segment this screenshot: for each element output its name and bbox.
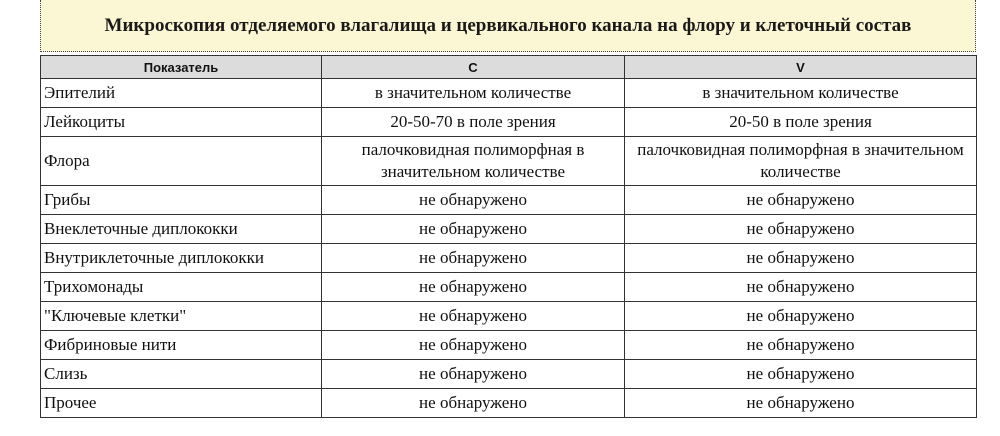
row-name: Эпителий (41, 79, 322, 108)
row-name: Грибы (41, 186, 322, 215)
row-name: Трихомонады (41, 273, 322, 302)
results-table (40, 55, 977, 418)
header-row (41, 56, 977, 79)
cell-c: 20-50-70 в поле зрения (322, 108, 625, 137)
table-row (41, 244, 977, 273)
cell-v: не обнаружено (625, 273, 977, 302)
cell-v: палочковидная полиморфная в значительном количестве (625, 137, 977, 186)
row-name: "Ключевые клетки" (41, 302, 322, 331)
table-title: Микроскопия отделяемого влагалища и цервикального канала на флору и клеточный состав (40, 0, 976, 52)
row-name: Внеклеточные диплококки (41, 215, 322, 244)
table-row (41, 389, 977, 418)
cell-c: палочковидная полиморфная в значительном количестве (322, 137, 625, 186)
row-name: Прочее (41, 389, 322, 418)
table-row (41, 302, 977, 331)
cell-c: не обнаружено (322, 186, 625, 215)
row-name: Фибриновые нити (41, 331, 322, 360)
table-row (41, 108, 977, 137)
cell-c: не обнаружено (322, 360, 625, 389)
cell-c: не обнаружено (322, 302, 625, 331)
row-name: Флора (41, 137, 322, 186)
cell-v: не обнаружено (625, 215, 977, 244)
row-name: Внутриклеточные диплококки (41, 244, 322, 273)
table-row (41, 273, 977, 302)
cell-v: 20-50 в поле зрения (625, 108, 977, 137)
cell-v: не обнаружено (625, 186, 977, 215)
table-row (41, 79, 977, 108)
cell-c: не обнаружено (322, 215, 625, 244)
cell-v: не обнаружено (625, 389, 977, 418)
row-name: Слизь (41, 360, 322, 389)
table-row (41, 186, 977, 215)
column-header-indicator: Показатель (41, 56, 322, 79)
column-header-v: V (625, 56, 977, 79)
table-row (41, 215, 977, 244)
cell-c: не обнаружено (322, 389, 625, 418)
table-row (41, 331, 977, 360)
cell-c: не обнаружено (322, 273, 625, 302)
cell-v: не обнаружено (625, 331, 977, 360)
table-row (41, 360, 977, 389)
cell-c: не обнаружено (322, 244, 625, 273)
cell-c: не обнаружено (322, 331, 625, 360)
column-header-c: C (322, 56, 625, 79)
table-row (41, 137, 977, 186)
cell-c: в значительном количестве (322, 79, 625, 108)
cell-v: не обнаружено (625, 302, 977, 331)
cell-v: в значительном количестве (625, 79, 977, 108)
row-name: Лейкоциты (41, 108, 322, 137)
cell-v: не обнаружено (625, 244, 977, 273)
cell-v: не обнаружено (625, 360, 977, 389)
